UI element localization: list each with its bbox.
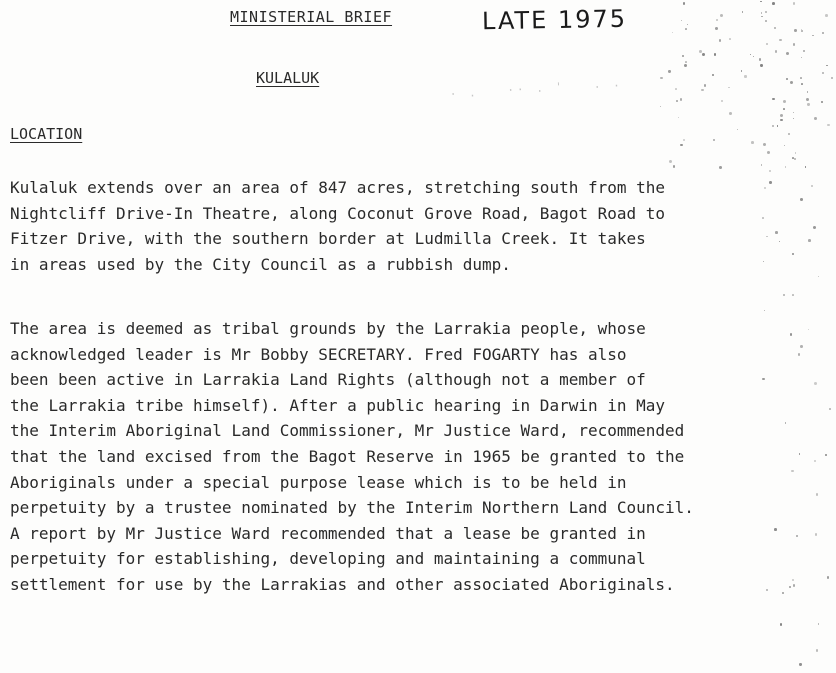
scan-speckle — [780, 114, 783, 117]
scan-speckle — [669, 160, 672, 163]
scan-speckle — [680, 144, 683, 147]
scan-speckle — [737, 129, 738, 130]
scan-speckle — [719, 39, 722, 42]
scan-speckle — [750, 54, 751, 55]
scan-speckle — [822, 32, 824, 34]
faded-stamp-mark: · . ·· . ' . . — [449, 75, 624, 102]
scan-speckle — [761, 16, 762, 17]
paragraph-line: Nightcliff Drive-In Theatre, along Coconut Grove Road, Bagot Road to — [10, 203, 666, 223]
scan-speckle — [826, 65, 827, 66]
scan-speckle — [795, 152, 797, 154]
scan-speckle — [675, 88, 677, 90]
scan-speckle — [763, 261, 764, 262]
scan-speckle — [775, 231, 778, 234]
scan-speckle — [772, 125, 774, 127]
scan-speckle — [660, 106, 661, 107]
scan-speckle — [785, 166, 787, 168]
scan-speckle — [760, 1, 762, 3]
scan-speckle — [761, 12, 762, 13]
scan-speckle — [792, 253, 794, 255]
scan-speckle — [779, 39, 782, 42]
scan-speckle — [784, 145, 785, 146]
paragraph-line: A report by Mr Justice Ward recommended that a lease be granted in — [10, 523, 646, 543]
paragraph-line: perpetuity by a trustee nominated by the Interim Northern Land Council. — [10, 498, 694, 518]
scan-speckle — [788, 133, 790, 135]
scan-speckle — [753, 56, 754, 57]
scan-speckle — [816, 649, 819, 652]
scan-speckle — [668, 70, 670, 72]
scan-speckle — [714, 53, 717, 56]
scan-speckle — [701, 89, 703, 91]
scan-speckle — [681, 20, 682, 21]
scan-speckle — [793, 118, 794, 119]
paragraph-line: the Larrakia tribe himself). After a public hearing in Darwin in May — [10, 395, 666, 415]
scan-speckle — [827, 124, 830, 127]
scan-speckle — [766, 589, 768, 591]
scan-speckle — [785, 422, 786, 423]
scan-speckle — [807, 103, 809, 105]
scan-speckle — [766, 43, 768, 45]
scan-speckle — [763, 143, 766, 146]
paragraph-1 — [10, 175, 820, 277]
scan-speckle — [715, 27, 718, 30]
scan-speckle — [808, 239, 811, 242]
scan-speckle — [831, 77, 833, 79]
scan-speckle — [801, 30, 803, 32]
handwritten-date-note: LATE 1975 — [481, 4, 628, 36]
document-subtitle: KULALUK — [256, 69, 320, 87]
document-title: MINISTERIAL BRIEF — [230, 8, 393, 26]
scan-speckle — [812, 35, 814, 37]
scan-speckle — [798, 353, 800, 355]
scan-speckle — [792, 294, 794, 296]
scan-speckle — [673, 165, 675, 167]
paragraph-line: The area is deemed as tribal grounds by the Larrakia people, whose — [10, 319, 646, 338]
scan-speckle — [806, 98, 809, 101]
scan-speckle — [816, 493, 819, 496]
paragraph-line: Kulaluk extends over an area of 847 acres, stretching south from the — [10, 178, 666, 197]
paragraph-2 — [10, 316, 820, 598]
scan-speckle — [719, 166, 722, 169]
scan-speckle — [774, 528, 777, 531]
scan-speckle — [825, 454, 827, 456]
scan-speckle — [765, 20, 767, 22]
scan-speckle — [799, 663, 801, 665]
scan-speckle — [783, 100, 786, 103]
scan-speckle — [713, 139, 715, 141]
scan-speckle — [783, 108, 785, 110]
paragraph-line: the Interim Aboriginal Land Commissioner, Mr Justice Ward, recommended — [10, 421, 685, 441]
scan-speckle — [685, 28, 687, 30]
scan-speckle — [772, 2, 775, 5]
scan-speckle — [821, 101, 822, 102]
scan-speckle — [772, 98, 775, 101]
scan-speckle — [769, 181, 772, 184]
scan-speckle — [801, 57, 802, 58]
paragraph-line: perpetuity for establishing, developing and maintaining a communal — [10, 549, 646, 569]
paragraph-line: in areas used by the City Council as a rubbish dump. — [10, 254, 511, 274]
paragraph-line: Fitzer Drive, with the southern border at Ludmilla Creek. It takes — [10, 229, 646, 249]
scan-speckle — [769, 170, 771, 172]
scan-speckle — [680, 98, 682, 100]
scan-speckle — [759, 58, 762, 61]
scan-speckle — [800, 198, 803, 201]
scan-speckle — [786, 52, 789, 55]
scan-speckle — [803, 50, 806, 53]
scan-speckle — [780, 119, 782, 121]
scan-speckle — [720, 14, 723, 17]
scan-speckle — [800, 77, 802, 79]
section-heading-location: LOCATION — [10, 125, 83, 143]
scan-speckle — [827, 576, 830, 579]
scan-speckle — [741, 70, 742, 71]
scan-speckle — [794, 158, 796, 160]
scan-speckle — [775, 50, 778, 53]
scan-speckle — [685, 61, 687, 63]
scan-speckle — [760, 64, 762, 66]
scan-speckle — [793, 43, 795, 45]
scan-speckle — [742, 11, 743, 12]
scan-speckle — [805, 166, 807, 168]
paragraph-line: been been active in Larrakia Land Rights (although not a member of — [10, 370, 646, 390]
scan-speckle — [684, 64, 687, 67]
scan-speckle — [764, 310, 765, 311]
scan-speckle — [704, 84, 706, 86]
scan-speckle — [762, 217, 764, 219]
scan-speckle — [791, 470, 794, 473]
scan-speckle — [660, 77, 663, 80]
scan-speckle — [762, 378, 765, 381]
scan-speckle — [751, 141, 754, 144]
scan-speckle — [780, 623, 782, 625]
scan-speckle — [682, 55, 684, 57]
scan-speckle — [793, 584, 795, 586]
scan-speckle — [683, 139, 685, 141]
scan-speckle — [761, 164, 762, 165]
scan-speckle — [807, 91, 808, 92]
scan-speckle — [783, 294, 785, 296]
scan-speckle — [814, 117, 817, 120]
scan-speckle — [825, 14, 828, 17]
scan-speckle — [729, 112, 732, 115]
paragraph-line: settlement for use by the Larrakias and other associated Aboriginals. — [10, 574, 675, 594]
scan-speckle — [822, 72, 824, 74]
scan-speckle — [800, 345, 803, 348]
scan-speckle — [799, 453, 800, 454]
scan-speckle — [687, 24, 689, 26]
scan-speckle — [774, 27, 776, 29]
scan-speckle — [672, 32, 674, 34]
scan-speckle — [728, 87, 730, 89]
scan-speckle — [729, 38, 731, 40]
scan-speckle — [794, 29, 797, 32]
scan-speckle — [676, 100, 678, 102]
scan-speckle — [744, 75, 746, 77]
paragraph-line: Aboriginals under a special purpose lease which is to be held in — [10, 472, 627, 492]
paragraph-line: acknowledged leader is Mr Bobby SECRETARY. Fred FOGARTY has also — [10, 344, 627, 364]
scan-speckle — [721, 100, 723, 102]
scan-speckle — [829, 408, 831, 410]
scan-speckle — [765, 11, 767, 13]
scan-speckle — [716, 19, 718, 21]
scan-speckle — [786, 78, 788, 80]
scan-speckle — [777, 125, 779, 127]
scan-speckle — [801, 83, 803, 85]
scan-speckle — [683, 2, 686, 5]
scan-speckle — [712, 74, 714, 76]
scan-speckle — [767, 151, 770, 154]
scan-speckle — [793, 112, 794, 113]
scan-speckle — [702, 53, 705, 56]
scan-speckle — [678, 117, 679, 118]
scan-speckle — [793, 2, 795, 4]
scan-speckle — [790, 81, 793, 84]
scan-speckle — [818, 623, 820, 625]
paragraph-line: that the land excised from the Bagot Reserve in 1965 be granted to the — [10, 446, 685, 466]
